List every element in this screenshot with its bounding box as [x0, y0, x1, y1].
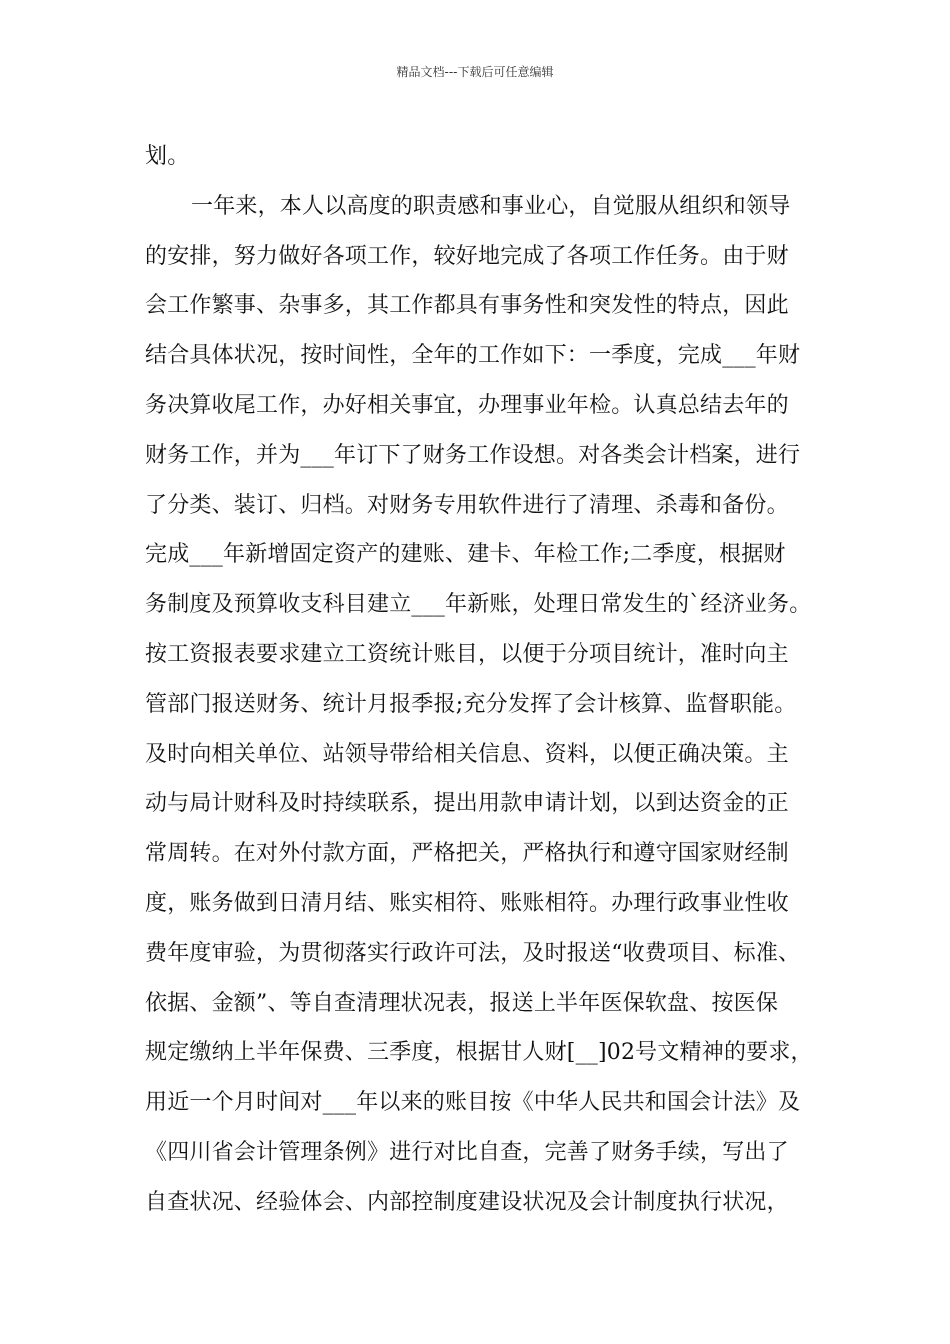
text-line: 了分类、装订、归档。对财务专用软件进行了清理、杀毒和备份。 — [145, 492, 789, 518]
document-body — [145, 132, 825, 1228]
text-line: 管部门报送财务、统计月报季报;充分发挥了会计核算、监督职能。 — [145, 691, 797, 717]
page-header: 精品文档---下载后可任意编辑 — [396, 65, 554, 79]
text-line: 财务工作，并为___年订下了财务工作设想。对各类会计档案，进行 — [145, 442, 801, 468]
text-line: 结合具体状况，按时间性，全年的工作如下：一季度，完成___年财 — [145, 343, 801, 369]
text-line: 完成___年新增固定资产的建账、建卡、年检工作;二季度，根据财 — [145, 542, 786, 568]
text-line: 度，账务做到日清月结、账实相符、账账相符。办理行政事业性收 — [145, 890, 789, 916]
text-line: 《四川省会计管理条例》进行对比自查，完善了财务手续，写出了 — [145, 1139, 789, 1165]
text-line: 及时向相关单位、站领导带给相关信息、资料，以便正确决策。主 — [145, 741, 789, 767]
text-line: 自查状况、经验体会、内部控制度建设状况及会计制度执行状况， — [145, 1189, 789, 1215]
text-line: 按工资报表要求建立工资统计账目，以便于分项目统计，准时向主 — [145, 641, 789, 667]
text-line: 务制度及预算收支科目建立___年新账，处理日常发生的`经济业务。 — [145, 592, 812, 618]
text-line: 常周转。在对外付款方面，严格把关，严格执行和遵守国家财经制 — [145, 841, 789, 867]
text-line: 费年度审验，为贯彻落实行政许可法，及时报送“收费项目、标准、 — [145, 940, 801, 966]
text-line: 划。 — [145, 144, 190, 169]
text-line: 会工作繁事、杂事多，其工作都具有事务性和突发性的特点，因此 — [145, 293, 789, 319]
text-line: 规定缴纳上半年保费、三季度，根据甘人财[__]02号文精神的要求， — [145, 1040, 813, 1066]
text-line: 用近一个月时间对___年以来的账目按《中华人民共和国会计法》及 — [145, 1090, 801, 1116]
paragraph-first-line: 一年来，本人以高度的职责感和事业心，自觉服从组织和领导 — [191, 193, 791, 219]
text-line: 依据、金额”、等自查清理状况表，报送上半年医保软盘、按医保 — [145, 990, 779, 1016]
text-line: 动与局计财科及时持续联系，提出用款申请计划，以到达资金的正 — [145, 791, 789, 817]
text-line: 的安排，努力做好各项工作，较好地完成了各项工作任务。由于财 — [145, 243, 789, 269]
text-line: 务决算收尾工作，办好相关事宜，办理事业年检。认真总结去年的 — [145, 392, 789, 418]
